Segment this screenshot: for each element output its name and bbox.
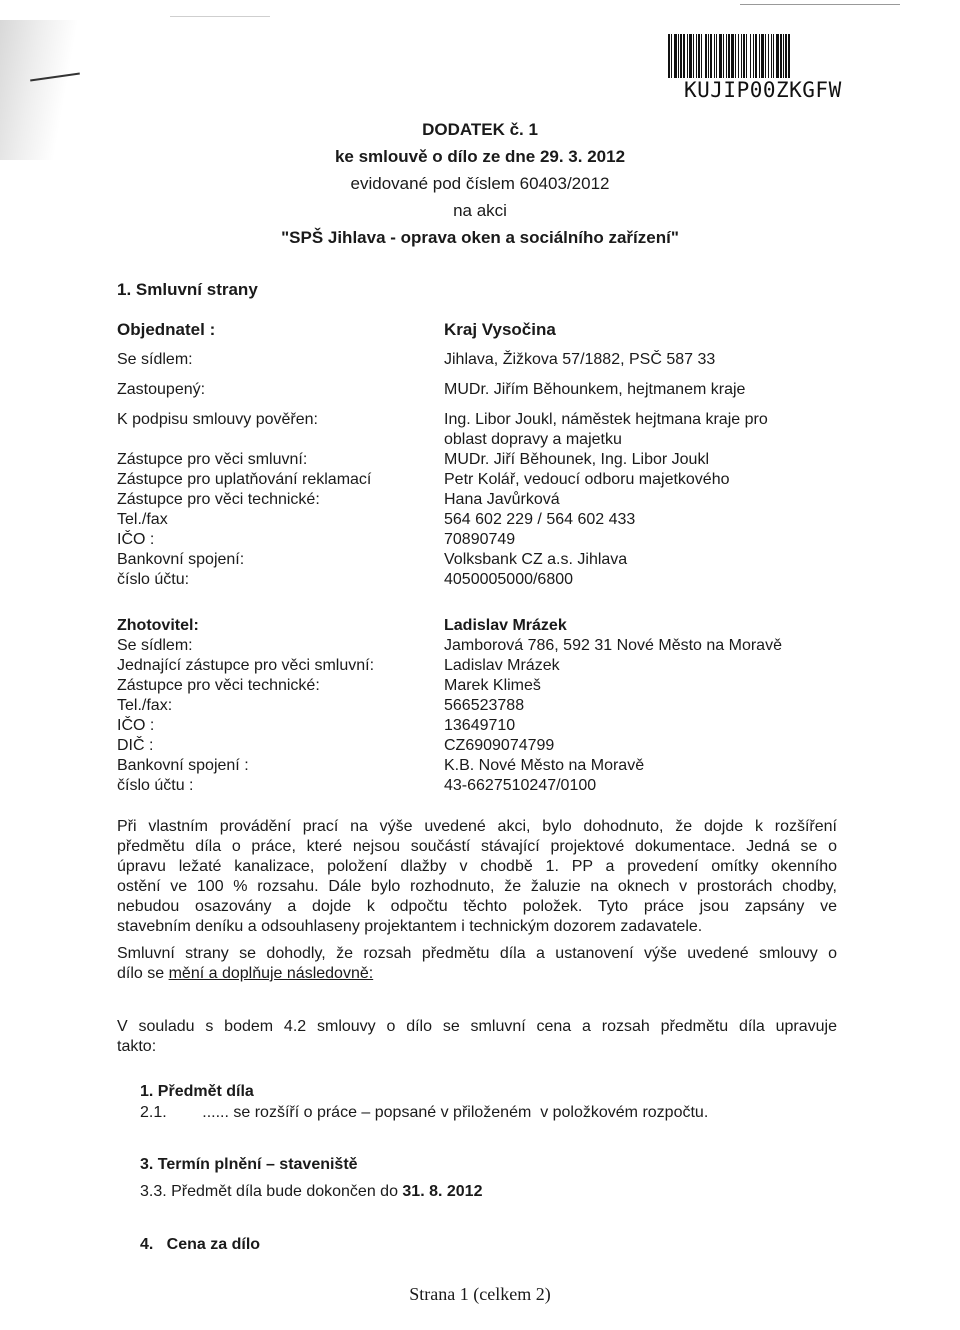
field-label: Tel./fax <box>117 511 168 528</box>
field-label: Zástupce pro věci technické: <box>117 677 320 694</box>
field-label: Tel./fax: <box>117 697 173 714</box>
paragraph-line: Při vlastním provádění prací na výše uvedené akci, bylo dohodnuto, že dojde k rozšíření <box>117 818 837 835</box>
underlined-text: mění a doplňuje následovně: <box>168 965 374 982</box>
field-value: MUDr. Jiřím Běhounkem, hejtmanem kraje <box>444 381 746 398</box>
item-text-prefix: 3.3. Předmět díla bude dokončen do <box>140 1183 403 1200</box>
field-value: 43-6627510247/0100 <box>444 777 597 794</box>
title-line-2: ke smlouvě o dílo ze dne 29. 3. 2012 <box>334 147 626 166</box>
field-label: Zastoupený: <box>117 381 206 398</box>
field-label: K podpisu smlouvy pověřen: <box>117 411 318 428</box>
field-label: číslo účtu: <box>117 571 190 588</box>
document-code: KUJIP00ZKGFW <box>684 78 842 102</box>
body-paragraph <box>117 944 837 984</box>
field-value: Jamborová 786, 592 31 Nové Město na Moravě <box>444 637 782 654</box>
field-value: 13649710 <box>444 717 516 734</box>
paragraph-line: úpravu ležaté kanalizace, položení dlažby v chodbě 1. PP a provedení omítky okenního <box>117 858 837 875</box>
field-label: Zástupce pro uplatňování reklamací <box>117 471 372 488</box>
item-heading: 3. Termín plnění – staveniště <box>140 1156 358 1173</box>
barcode <box>668 34 873 78</box>
field-label: Se sídlem: <box>117 351 193 368</box>
field-label: Zástupce pro věci smluvní: <box>117 451 308 468</box>
page-footer: Strana 1 (celkem 2) <box>409 1284 551 1304</box>
paragraph-line: ostění ve 100 % rozsahu. Dále bylo rozhodnuto, že žaluzie na oknech v prostorách chodby, <box>117 878 837 895</box>
field-label: Objednatel : <box>117 320 216 339</box>
paragraph-line: předmětu díla o práce, které nejsou součástí stávající projektové dokumentace. Jedná se o <box>117 838 837 855</box>
scan-line <box>170 16 270 17</box>
title-line-3: evidované pod číslem 60403/2012 <box>350 174 610 193</box>
body-paragraph <box>117 817 837 937</box>
section-heading: 1. Smluvní strany <box>117 280 258 299</box>
field-value: Ladislav Mrázek <box>444 657 560 674</box>
field-value: Ing. Libor Joukl, náměstek hejtmana kraje pro <box>444 411 768 428</box>
item-text: 2.1. ...... se rozšíří o práce – popsané v přiloženém v položkovém rozpočtu. <box>140 1104 709 1121</box>
paragraph-line: nebudou osazovány a dojde k odpočtu těchto položek. Tyto práce jsou zapsány ve <box>117 898 837 915</box>
paragraph-line: takto: <box>117 1038 157 1055</box>
body-paragraph <box>117 1017 837 1057</box>
item-heading: 1. Předmět díla <box>140 1083 254 1100</box>
completion-date: 31. 8. 2012 <box>402 1183 483 1200</box>
field-value: 566523788 <box>444 697 525 714</box>
barcode-bar <box>790 34 791 78</box>
scan-line <box>740 4 900 5</box>
field-value: Marek Klimeš <box>444 677 541 694</box>
field-label: DIČ : <box>117 737 154 754</box>
field-label: Jednající zástupce pro věci smluvní: <box>117 657 375 674</box>
item-heading: 4. Cena za dílo <box>140 1236 261 1253</box>
field-value: 564 602 229 / 564 602 433 <box>444 511 636 528</box>
field-value: oblast dopravy a majetku <box>444 431 622 448</box>
field-value: Ladislav Mrázek <box>444 617 567 634</box>
paragraph-line: V souladu s bodem 4.2 smlouvy o dílo se smluvní cena a rozsah předmětu díla upravuje <box>117 1018 837 1035</box>
title-line-4: na akci <box>453 201 507 220</box>
field-label: Zástupce pro věci technické: <box>117 491 320 508</box>
item-text <box>140 1183 482 1201</box>
field-value: MUDr. Jiří Běhounek, Ing. Libor Joukl <box>444 451 710 468</box>
field-value: K.B. Nové Město na Moravě <box>444 757 645 774</box>
field-value: Kraj Vysočina <box>444 320 556 339</box>
field-value: Jihlava, Žižkova 57/1882, PSČ 587 33 <box>444 351 716 368</box>
field-label: číslo účtu : <box>117 777 194 794</box>
field-value: 70890749 <box>444 531 516 548</box>
field-label: Zhotovitel: <box>117 617 199 634</box>
paragraph-line: stavebním deníku a odsouhlaseny projektantem i technickým dozorem zadavatele. <box>117 918 703 935</box>
field-label: Bankovní spojení : <box>117 757 249 774</box>
field-value: 4050005000/6800 <box>444 571 574 588</box>
field-value: Petr Kolář, vedoucí odboru majetkového <box>444 471 730 488</box>
field-label: IČO : <box>117 531 155 548</box>
field-label: IČO : <box>117 717 155 734</box>
title-line-5: "SPŠ Jihlava - oprava oken a sociálního zařízení" <box>281 228 679 247</box>
field-value: Hana Javůrková <box>444 491 560 508</box>
field-label: Se sídlem: <box>117 637 193 654</box>
field-value: Volksbank CZ a.s. Jihlava <box>444 551 628 568</box>
field-value: CZ6909074799 <box>444 737 555 754</box>
title-line-1: DODATEK č. 1 <box>422 120 538 139</box>
paragraph-line <box>117 964 837 984</box>
paragraph-text: dílo se <box>117 965 169 982</box>
field-label: Bankovní spojení: <box>117 551 245 568</box>
paragraph-line: Smluvní strany se dohodly, že rozsah předmětu díla a ustanovení výše uvedené smlouvy o <box>117 945 837 962</box>
